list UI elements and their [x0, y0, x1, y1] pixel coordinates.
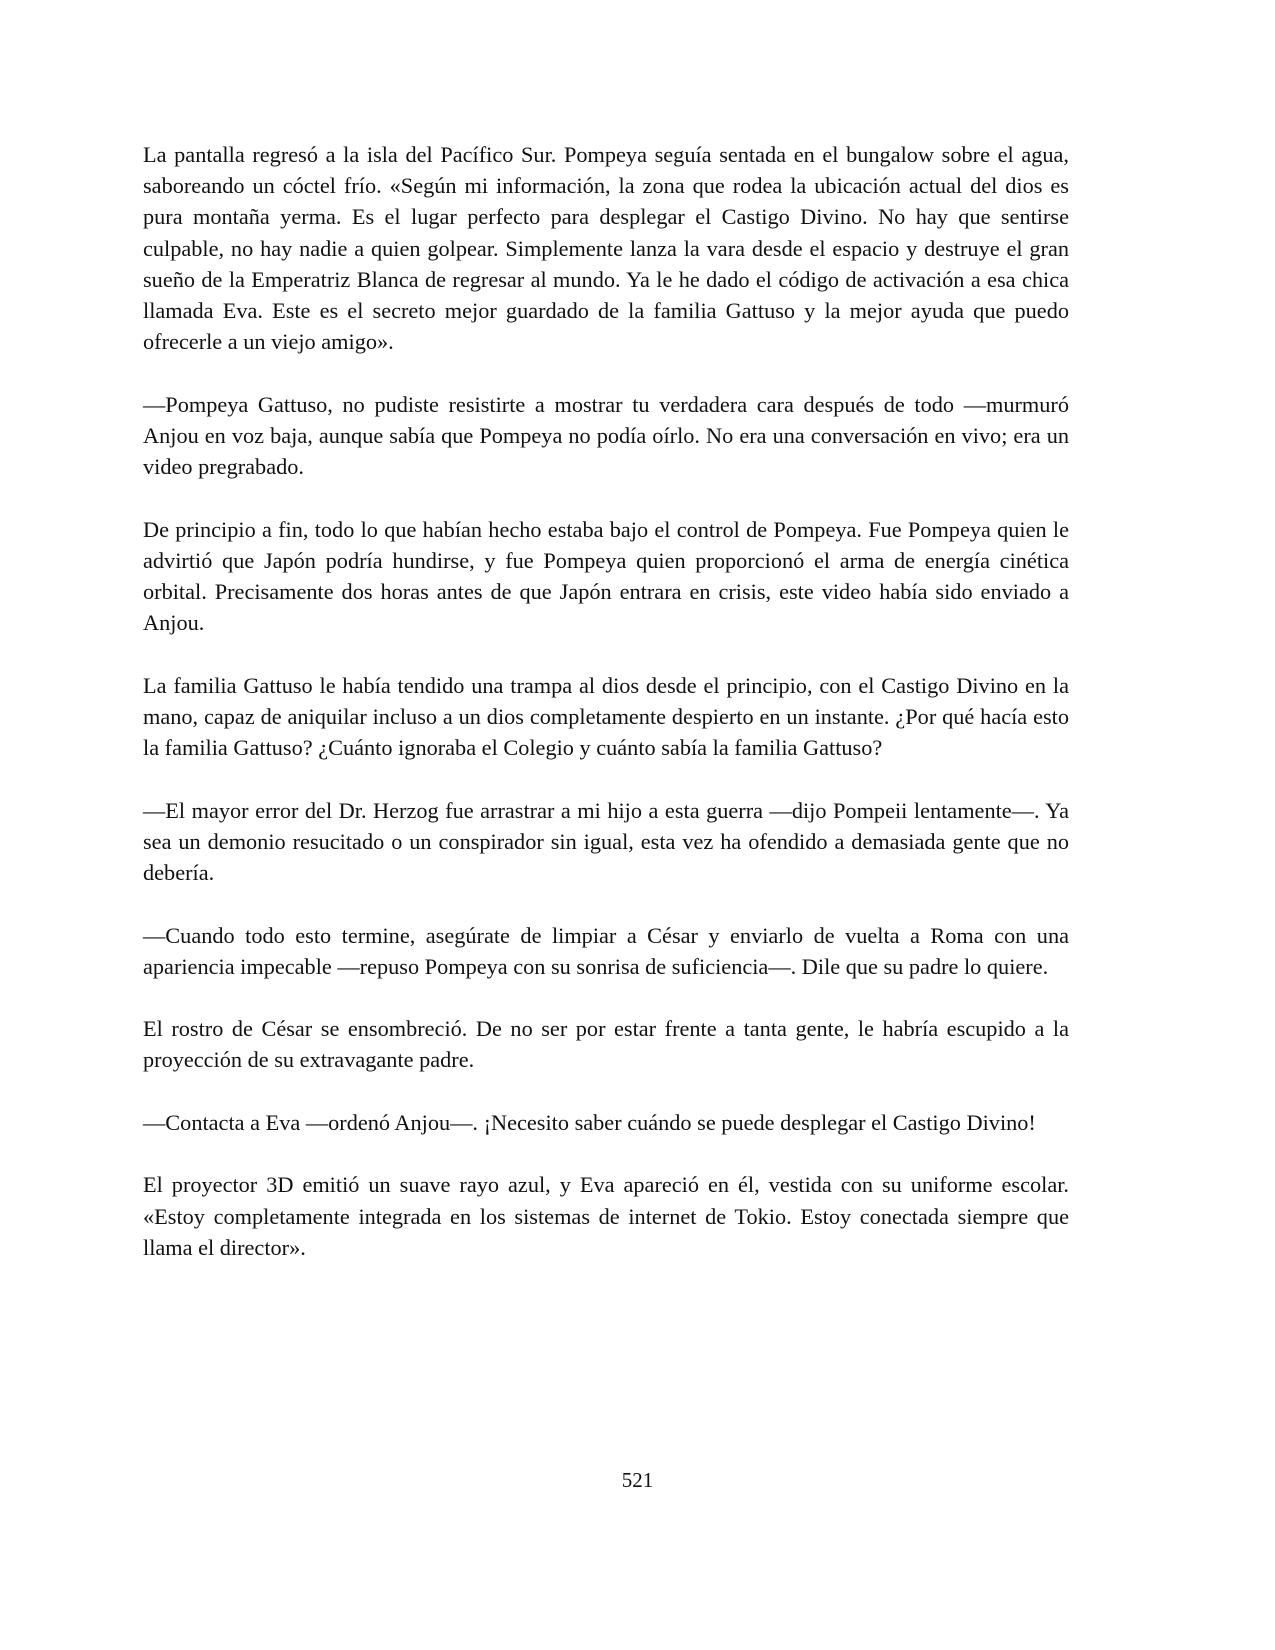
paragraph: —El mayor error del Dr. Herzog fue arrastrar a mi hijo a esta guerra —dijo Pompeii lentamente—. Ya sea un demonio resucitado o un conspirador sin igual, esta vez ha ofendido a demasiada gente que no debería.: [143, 797, 1069, 886]
paragraph: —Pompeya Gattuso, no pudiste resistirte a mostrar tu verdadera cara después de todo —murmuró Anjou en voz baja, aunque sabía que Pompeya no podía oírlo. No era una conversación en vivo; era un video pregrabado.: [143, 391, 1069, 480]
document-body: [143, 139, 1069, 1294]
page-number: 521: [621, 1468, 654, 1492]
paragraph: —Cuando todo esto termine, asegúrate de limpiar a César y enviarlo de vuelta a Roma con una apariencia impecable —repuso Pompeya con su sonrisa de suficiencia—. Dile que su padre lo quiere.: [143, 922, 1069, 979]
paragraph: —Contacta a Eva —ordenó Anjou—. ¡Necesito saber cuándo se puede desplegar el Castigo Divino!: [143, 1109, 1036, 1135]
paragraph: El proyector 3D emitió un suave rayo azul, y Eva apareció en él, vestida con su uniforme escolar. «Estoy completamente integrada en los sistemas de internet de Tokio. Estoy conectada siempre que llama el director».: [143, 1172, 1069, 1260]
paragraph: El rostro de César se ensombreció. De no ser por estar frente a tanta gente, le habría escupido a la proyección de su extravagante padre.: [143, 1016, 1069, 1073]
paragraph: La familia Gattuso le había tendido una trampa al dios desde el principio, con el Castigo Divino en la mano, capaz de aniquilar incluso a un dios completamente despierto en un instante. ¿Por qué hacía esto la familia Gattuso? ¿Cuánto ignoraba el Colegio y cuánto sabía la familia Gattuso?: [143, 672, 1069, 761]
paragraph: La pantalla regresó a la isla del Pacífico Sur. Pompeya seguía sentada en el bungalow sobre el agua, saboreando un cóctel frío. «Según mi información, la zona que rodea la ubicación actual del dios es pura montaña yerma. Es el lugar perfecto para desplegar el Castigo Divino. No hay que sentirse culpable, no hay nadie a quien golpear. Simplemente lanza la vara desde el espacio y destruye el gran sueño de la Emperatriz Blanca de regresar al mundo. Ya le he dado el código de activación a esa chica llamada Eva. Este es el secreto mejor guardado de la familia Gattuso y la mejor ayuda que puedo ofrecerle a un viejo amigo».: [143, 142, 1069, 355]
paragraph: De principio a fin, todo lo que habían hecho estaba bajo el control de Pompeya. Fue Pompeya quien le advirtió que Japón podría hundirse, y fue Pompeya quien proporcionó el arma de energía cinética orbital. Precisamente dos horas antes de que Japón entrara en crisis, este video había sido enviado a Anjou.: [143, 516, 1069, 636]
